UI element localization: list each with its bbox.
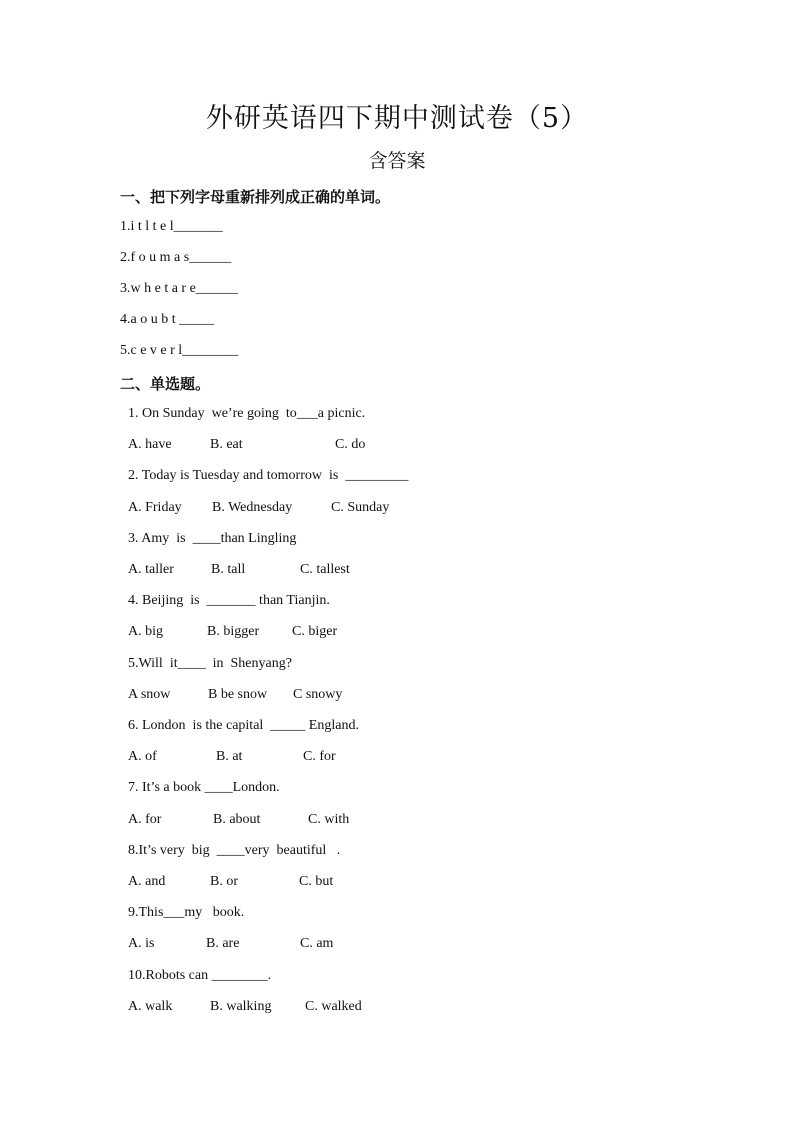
question-3: 3. Amy is ____than Lingling [128, 531, 297, 546]
option-b: B. are [206, 936, 240, 951]
options-2 [128, 500, 528, 518]
option-c: C. tallest [300, 562, 350, 577]
page-subtitle: 含答案 [368, 150, 426, 172]
option-c: C. Sunday [331, 500, 390, 515]
options-4 [128, 624, 528, 642]
option-a: A. walk [128, 999, 173, 1014]
options-5 [128, 687, 528, 705]
question-7: 7. It’s a book ____London. [128, 780, 280, 795]
options-8 [128, 874, 528, 892]
options-6 [128, 749, 528, 767]
option-c: C. for [303, 749, 336, 764]
option-b: B. Wednesday [212, 500, 293, 515]
option-c: C. biger [292, 624, 338, 639]
question-6: 6. London is the capital _____ England. [128, 718, 359, 733]
question-10: 10.Robots can ________. [128, 968, 272, 983]
options-1 [128, 437, 528, 455]
option-b: B be snow [208, 687, 268, 702]
section1-heading: 一、把下列字母重新排列成正确的单词。 [120, 188, 391, 206]
options-3 [128, 562, 528, 580]
option-a: A. and [128, 874, 166, 889]
option-c: C. but [299, 874, 334, 889]
option-a: A. taller [128, 562, 174, 577]
option-b: B. or [210, 874, 238, 889]
option-b: B. tall [211, 562, 246, 577]
question-2: 2. Today is Tuesday and tomorrow is _________ [128, 468, 409, 483]
option-c: C snowy [293, 687, 343, 702]
question-5: 5.Will it____ in Shenyang? [128, 656, 292, 671]
option-b: B. at [216, 749, 243, 764]
page-title: 外研英语四下期中测试卷（5） [205, 103, 589, 134]
option-c: C. do [335, 437, 366, 452]
question-9: 9.This___my book. [128, 905, 245, 920]
option-a: A. Friday [128, 500, 182, 515]
option-c: C. with [308, 812, 350, 827]
option-a: A snow [128, 687, 171, 702]
option-b: B. walking [210, 999, 272, 1014]
option-c: C. am [300, 936, 334, 951]
section2-heading: 二、单选题。 [120, 375, 211, 393]
option-a: A. have [128, 437, 172, 452]
question-8: 8.It’s very big ____very beautiful . [128, 843, 341, 858]
option-a: A. for [128, 812, 162, 827]
question-1: 1. On Sunday we’re going to___a picnic. [128, 406, 366, 421]
option-b: B. eat [210, 437, 243, 452]
unscramble-item-4: 4.a o u b t _____ [120, 312, 215, 327]
option-b: B. about [213, 812, 261, 827]
options-9 [128, 936, 528, 954]
option-b: B. bigger [207, 624, 260, 639]
option-a: A. of [128, 749, 157, 764]
option-c: C. walked [305, 999, 362, 1014]
unscramble-item-3: 3.w h e t a r e______ [120, 281, 238, 296]
unscramble-item-2: 2.f o u m a s______ [120, 250, 232, 265]
unscramble-item-1: 1.i t l t e l_______ [120, 219, 223, 234]
options-10 [128, 999, 528, 1017]
question-4: 4. Beijing is _______ than Tianjin. [128, 593, 330, 608]
option-a: A. is [128, 936, 155, 951]
option-a: A. big [128, 624, 163, 639]
unscramble-item-5: 5.c e v e r l________ [120, 343, 239, 358]
options-7 [128, 812, 528, 830]
